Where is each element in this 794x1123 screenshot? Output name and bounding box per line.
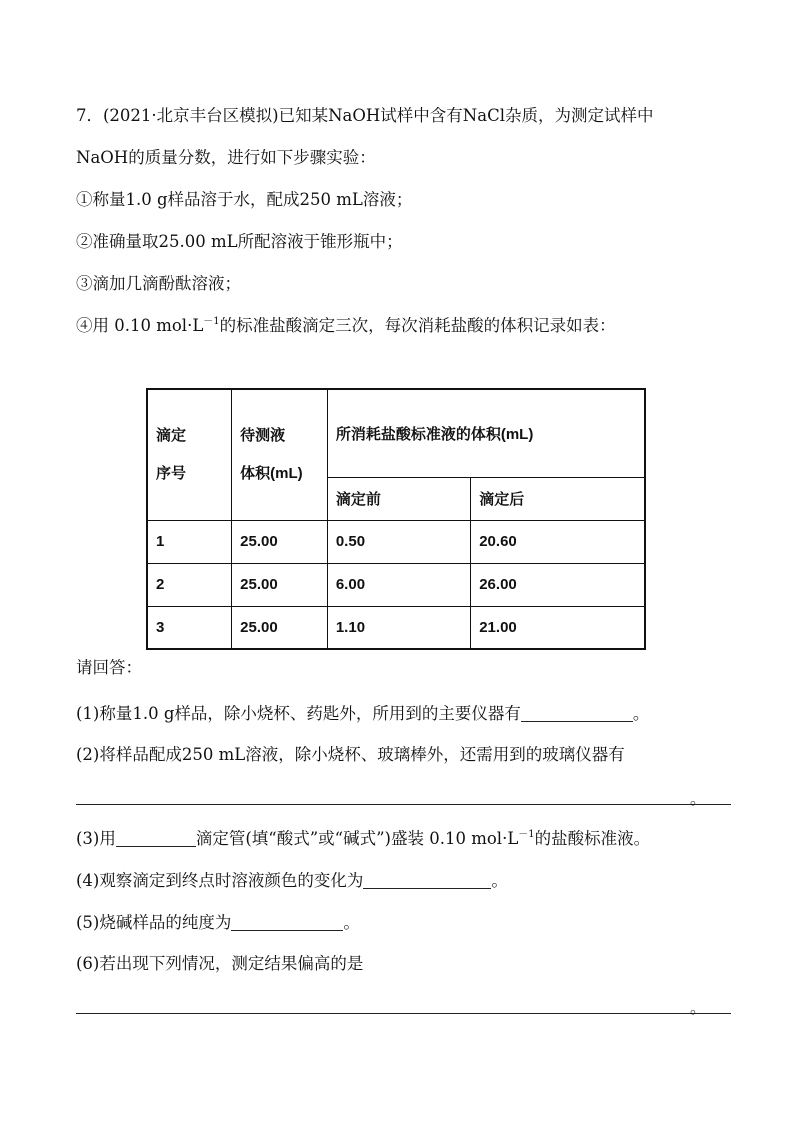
question-header [76, 105, 653, 127]
header-sequence-line2: 序号 [156, 464, 187, 482]
step-4-text-end: 的标准盐酸滴定三次，每次消耗盐酸的体积记录如表： [219, 316, 616, 335]
sub-question-6: (6)若出现下列情况，测定结果偏高的是 [76, 954, 364, 973]
sub-question-4 [76, 870, 508, 892]
table-row [147, 606, 645, 649]
step-4-superscript: －1 [203, 315, 220, 327]
table-header-row [147, 389, 645, 477]
q3-superscript: －1 [518, 828, 535, 840]
cell-after: 21.00 [471, 606, 645, 649]
cell-volume: 25.00 [232, 520, 328, 563]
question-number-source: 7．(2021·北京丰台区模拟) [76, 106, 279, 125]
answer-blank-1[interactable] [521, 703, 633, 722]
cell-seq: 3 [147, 606, 232, 649]
sub-question-1 [76, 703, 649, 725]
q4-end-mark: 。 [491, 871, 508, 890]
cell-after: 26.00 [471, 563, 645, 606]
cell-seq: 2 [147, 563, 232, 606]
header-sequence-line1: 滴定 [156, 426, 187, 444]
q5-text: (5)烧碱样品的纯度为 [76, 913, 232, 932]
header-sample-volume [232, 389, 328, 520]
titration-table [146, 388, 646, 650]
step-3: ③滴加几滴酚酞溶液； [76, 274, 241, 293]
q5-end-mark: 。 [343, 913, 360, 932]
question-intro-1: 已知某NaOH试样中含有NaCl杂质，为测定试样中 [278, 106, 654, 125]
sub-question-3 [76, 828, 650, 850]
header-before: 滴定前 [327, 477, 470, 520]
header-volume-line2: 体积(mL) [240, 464, 303, 482]
q3-text-b: 滴定管(填“酸式”或“碱式”)盛装 0.10 mol·L [195, 829, 519, 848]
q4-text: (4)观察滴定到终点时溶液颜色的变化为 [76, 871, 364, 890]
answer-line-6[interactable] [76, 1013, 731, 1014]
table-row [147, 520, 645, 563]
step-4-text: ④用 0.10 mol·L [76, 316, 204, 335]
cell-seq: 1 [147, 520, 232, 563]
table-row [147, 563, 645, 606]
answer-prompt: 请回答： [76, 658, 142, 677]
header-hcl-volume: 所消耗盐酸标准液的体积(mL) [327, 389, 645, 477]
q2-end-mark: 。 [690, 789, 707, 808]
answer-blank-4[interactable] [363, 870, 491, 889]
header-after: 滴定后 [471, 477, 645, 520]
q3-text-c: 的盐酸标准液。 [534, 829, 651, 848]
answer-blank-3[interactable] [116, 828, 196, 847]
cell-after: 20.60 [471, 520, 645, 563]
sub-question-2: (2)将样品配成250 mL溶液，除小烧杯、玻璃棒外，还需用到的玻璃仪器有 [76, 745, 625, 764]
question-intro-2: NaOH的质量分数，进行如下步骤实验： [76, 148, 376, 167]
q1-end-mark: 。 [632, 704, 650, 723]
cell-before: 1.10 [327, 606, 470, 649]
header-volume-line1: 待测液 [240, 426, 286, 444]
sub-question-5 [76, 912, 360, 934]
answer-blank-5[interactable] [231, 912, 343, 931]
cell-before: 6.00 [327, 563, 470, 606]
cell-before: 0.50 [327, 520, 470, 563]
cell-volume: 25.00 [232, 606, 328, 649]
q1-text: (1)称量1.0 g样品，除小烧杯、药匙外，所用到的主要仪器有 [76, 704, 521, 723]
step-2: ②准确量取25.00 mL所配溶液于锥形瓶中； [76, 232, 403, 251]
cell-volume: 25.00 [232, 563, 328, 606]
answer-line-2[interactable] [76, 804, 731, 805]
step-4 [76, 315, 616, 337]
header-sequence [147, 389, 232, 520]
q6-end-mark: 。 [690, 998, 707, 1017]
q3-text-a: (3)用 [76, 829, 116, 848]
step-1: ①称量1.0 g样品溶于水，配成250 mL溶液； [76, 190, 413, 209]
